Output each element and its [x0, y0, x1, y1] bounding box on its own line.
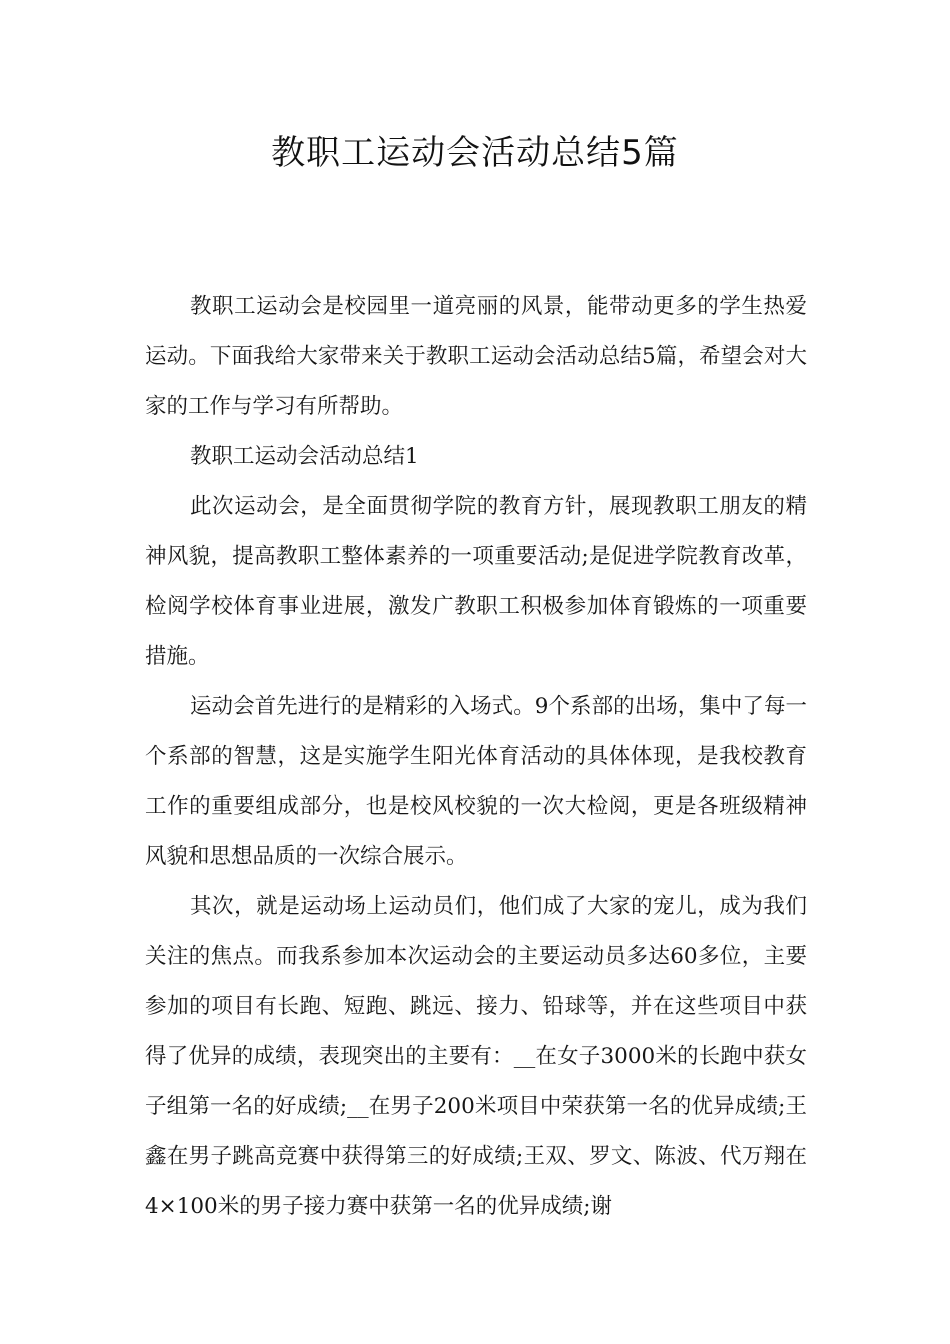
- body-paragraph: 其次，就是运动场上运动员们，他们成了大家的宠儿，成为我们关注的焦点。而我系参加本次运动会的主要运动员多达60多位，主要参加的项目有长跑、短跑、跳远、接力、铅球等，并在这些项目中获得了优异的成绩，表现突出的主要有：__在女子3000米的长跑中获女子组第一名的好成绩;__在男子200米项目中荣获第一名的优异成绩;王鑫在男子跳高竞赛中获得第三的好成绩;王双、罗文、陈波、代万翔在4×100米的男子接力赛中获第一名的优异成绩;谢: [145, 894, 807, 1219]
- body-paragraph: 运动会首先进行的是精彩的入场式。9个系部的出场，集中了每一个系部的智慧，这是实施学生阳光体育活动的具体体现，是我校教育工作的重要组成部分，也是校风校貌的一次大检阅，更是各班级精神风貌和思想品质的一次综合展示。: [145, 694, 807, 869]
- body-paragraph: 此次运动会，是全面贯彻学院的教育方针，展现教职工朋友的精神风貌，提高教职工整体素养的一项重要活动;是促进学院教育改革，检阅学校体育事业进展，激发广教职工积极参加体育锻炼的一项重要措施。: [145, 494, 807, 669]
- intro-paragraph: 教职工运动会是校园里一道亮丽的风景，能带动更多的学生热爱运动。下面我给大家带来关于教职工运动会活动总结5篇，希望会对大家的工作与学习有所帮助。: [145, 294, 807, 419]
- document-title: 教职工运动会活动总结5篇: [271, 133, 679, 173]
- section-heading: 教职工运动会活动总结1: [190, 444, 419, 469]
- document-body: [145, 282, 807, 1232]
